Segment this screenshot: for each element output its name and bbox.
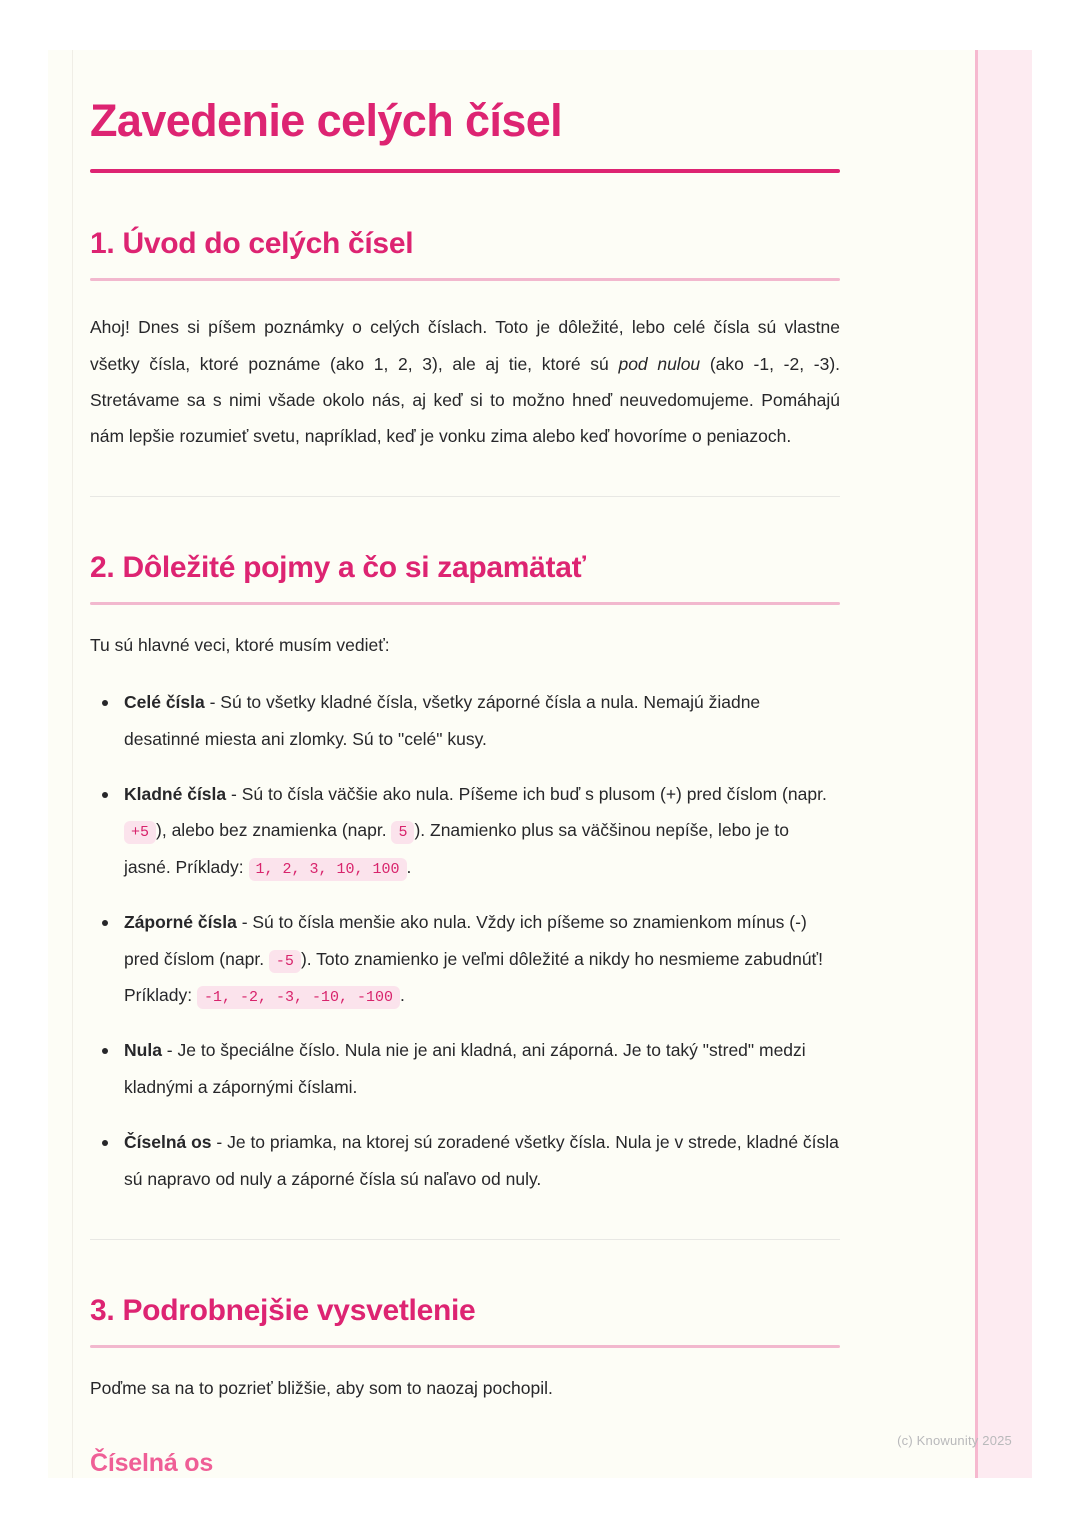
intro-paragraph-emphasis: pod nulou (618, 353, 701, 374)
list-item (124, 1124, 840, 1197)
subsection-heading-number-line: Číselná os (90, 1448, 214, 1477)
term-name: Nula (124, 1040, 162, 1061)
term-text-1: - Sú to čísla menšie ako nula. Vždy ich píšeme so znamienkom mínus (-) pred číslom (napr. (124, 912, 807, 969)
term-name: Číselná os (124, 1132, 212, 1153)
section-divider-intro (90, 278, 840, 281)
code-chip: -1, -2, -3, -10, -100 (197, 986, 400, 1009)
code-chip: +5 (124, 821, 156, 844)
term-text-4: . (406, 856, 412, 877)
list-item (124, 904, 840, 1013)
term-text-2: ), alebo bez znamienka (napr. (156, 820, 392, 841)
code-chip: -5 (269, 950, 301, 973)
code-chip: 1, 2, 3, 10, 100 (249, 858, 407, 881)
page-title: Zavedenie celých čísel (90, 95, 563, 146)
term-text-1: - Sú to čísla väčšie ako nula. Píšeme ich buď s plusom (+) pred číslom (napr. (226, 784, 827, 805)
details-lead-text: Poďme sa na to pozrieť bližšie, aby som to naozaj pochopil. (90, 1377, 553, 1398)
content-divider-1 (90, 496, 840, 497)
term-name: Celé čísla (124, 692, 205, 713)
page-edge-stripe (975, 50, 1032, 1478)
term-text-1: - Sú to všetky kladné čísla, všetky záporné čísla a nula. Nemajú žiadne desatinné miesta ani zlomky. Sú to "celé" kusy. (124, 692, 761, 749)
term-text-2: ). Toto znamienko je veľmi dôležité a nikdy ho nesmieme zabudnúť! Príklady: (124, 948, 823, 1005)
term-name: Záporné čísla (124, 912, 237, 933)
title-divider (90, 169, 840, 173)
intro-paragraph-part1: Ahoj! Dnes si píšem poznámky o celých číslach. Toto je dôležité, lebo celé čísla sú vlastne všetky čísla, ktoré poznáme (ako 1, 2, 3), ale aj tie, ktoré sú (90, 317, 840, 374)
code-chip: 5 (391, 821, 414, 844)
note-page (48, 50, 1032, 1478)
copyright-watermark: (c) Knowunity 2025 (897, 1433, 1012, 1448)
intro-paragraph-part2: (ako -1, -2, -3). Stretávame sa s nimi všade okolo nás, aj keď si to možno hneď neuvedomujeme. Pomáhajú nám lepšie rozumieť svetu, napríklad, keď je vonku zima alebo keď hovoríme o peniazoch. (90, 353, 841, 447)
section-heading-intro: 1. Úvod do celých čísel (90, 227, 414, 261)
term-name: Kladné čísla (124, 784, 227, 805)
term-text-3: ). Znamienko plus sa väčšinou nepíše, lebo je to jasné. Príklady: (124, 820, 789, 877)
term-text-3: . (399, 985, 405, 1005)
section-heading-details: 3. Podrobnejšie vysvetlenie (90, 1293, 476, 1327)
term-text-1: - Je to priamka, na ktorej sú zoradené všetky čísla. Nula je v strede, kladné čísla sú napravo od nuly a záporné čísla sú naľavo od nuly. (124, 1132, 839, 1189)
list-item (124, 684, 840, 757)
intro-paragraph (90, 309, 840, 454)
list-item (124, 776, 840, 885)
section-heading-terms: 2. Dôležité pojmy a čo si zapamätať (90, 551, 586, 585)
term-text-1: - Je to špeciálne číslo. Nula nie je ani kladná, ani záporná. Je to taký "stred" medzi kladnými a zápornými číslami. (124, 1040, 806, 1097)
list-item (124, 1032, 840, 1105)
content-divider-2 (90, 1239, 840, 1240)
note-content (90, 50, 840, 1478)
margin-rule-line (72, 50, 73, 1478)
terms-list (90, 684, 840, 1197)
section-divider-terms (90, 602, 840, 605)
section-divider-details (90, 1345, 840, 1348)
terms-lead-text: Tu sú hlavné veci, ktoré musím vedieť: (90, 635, 390, 656)
